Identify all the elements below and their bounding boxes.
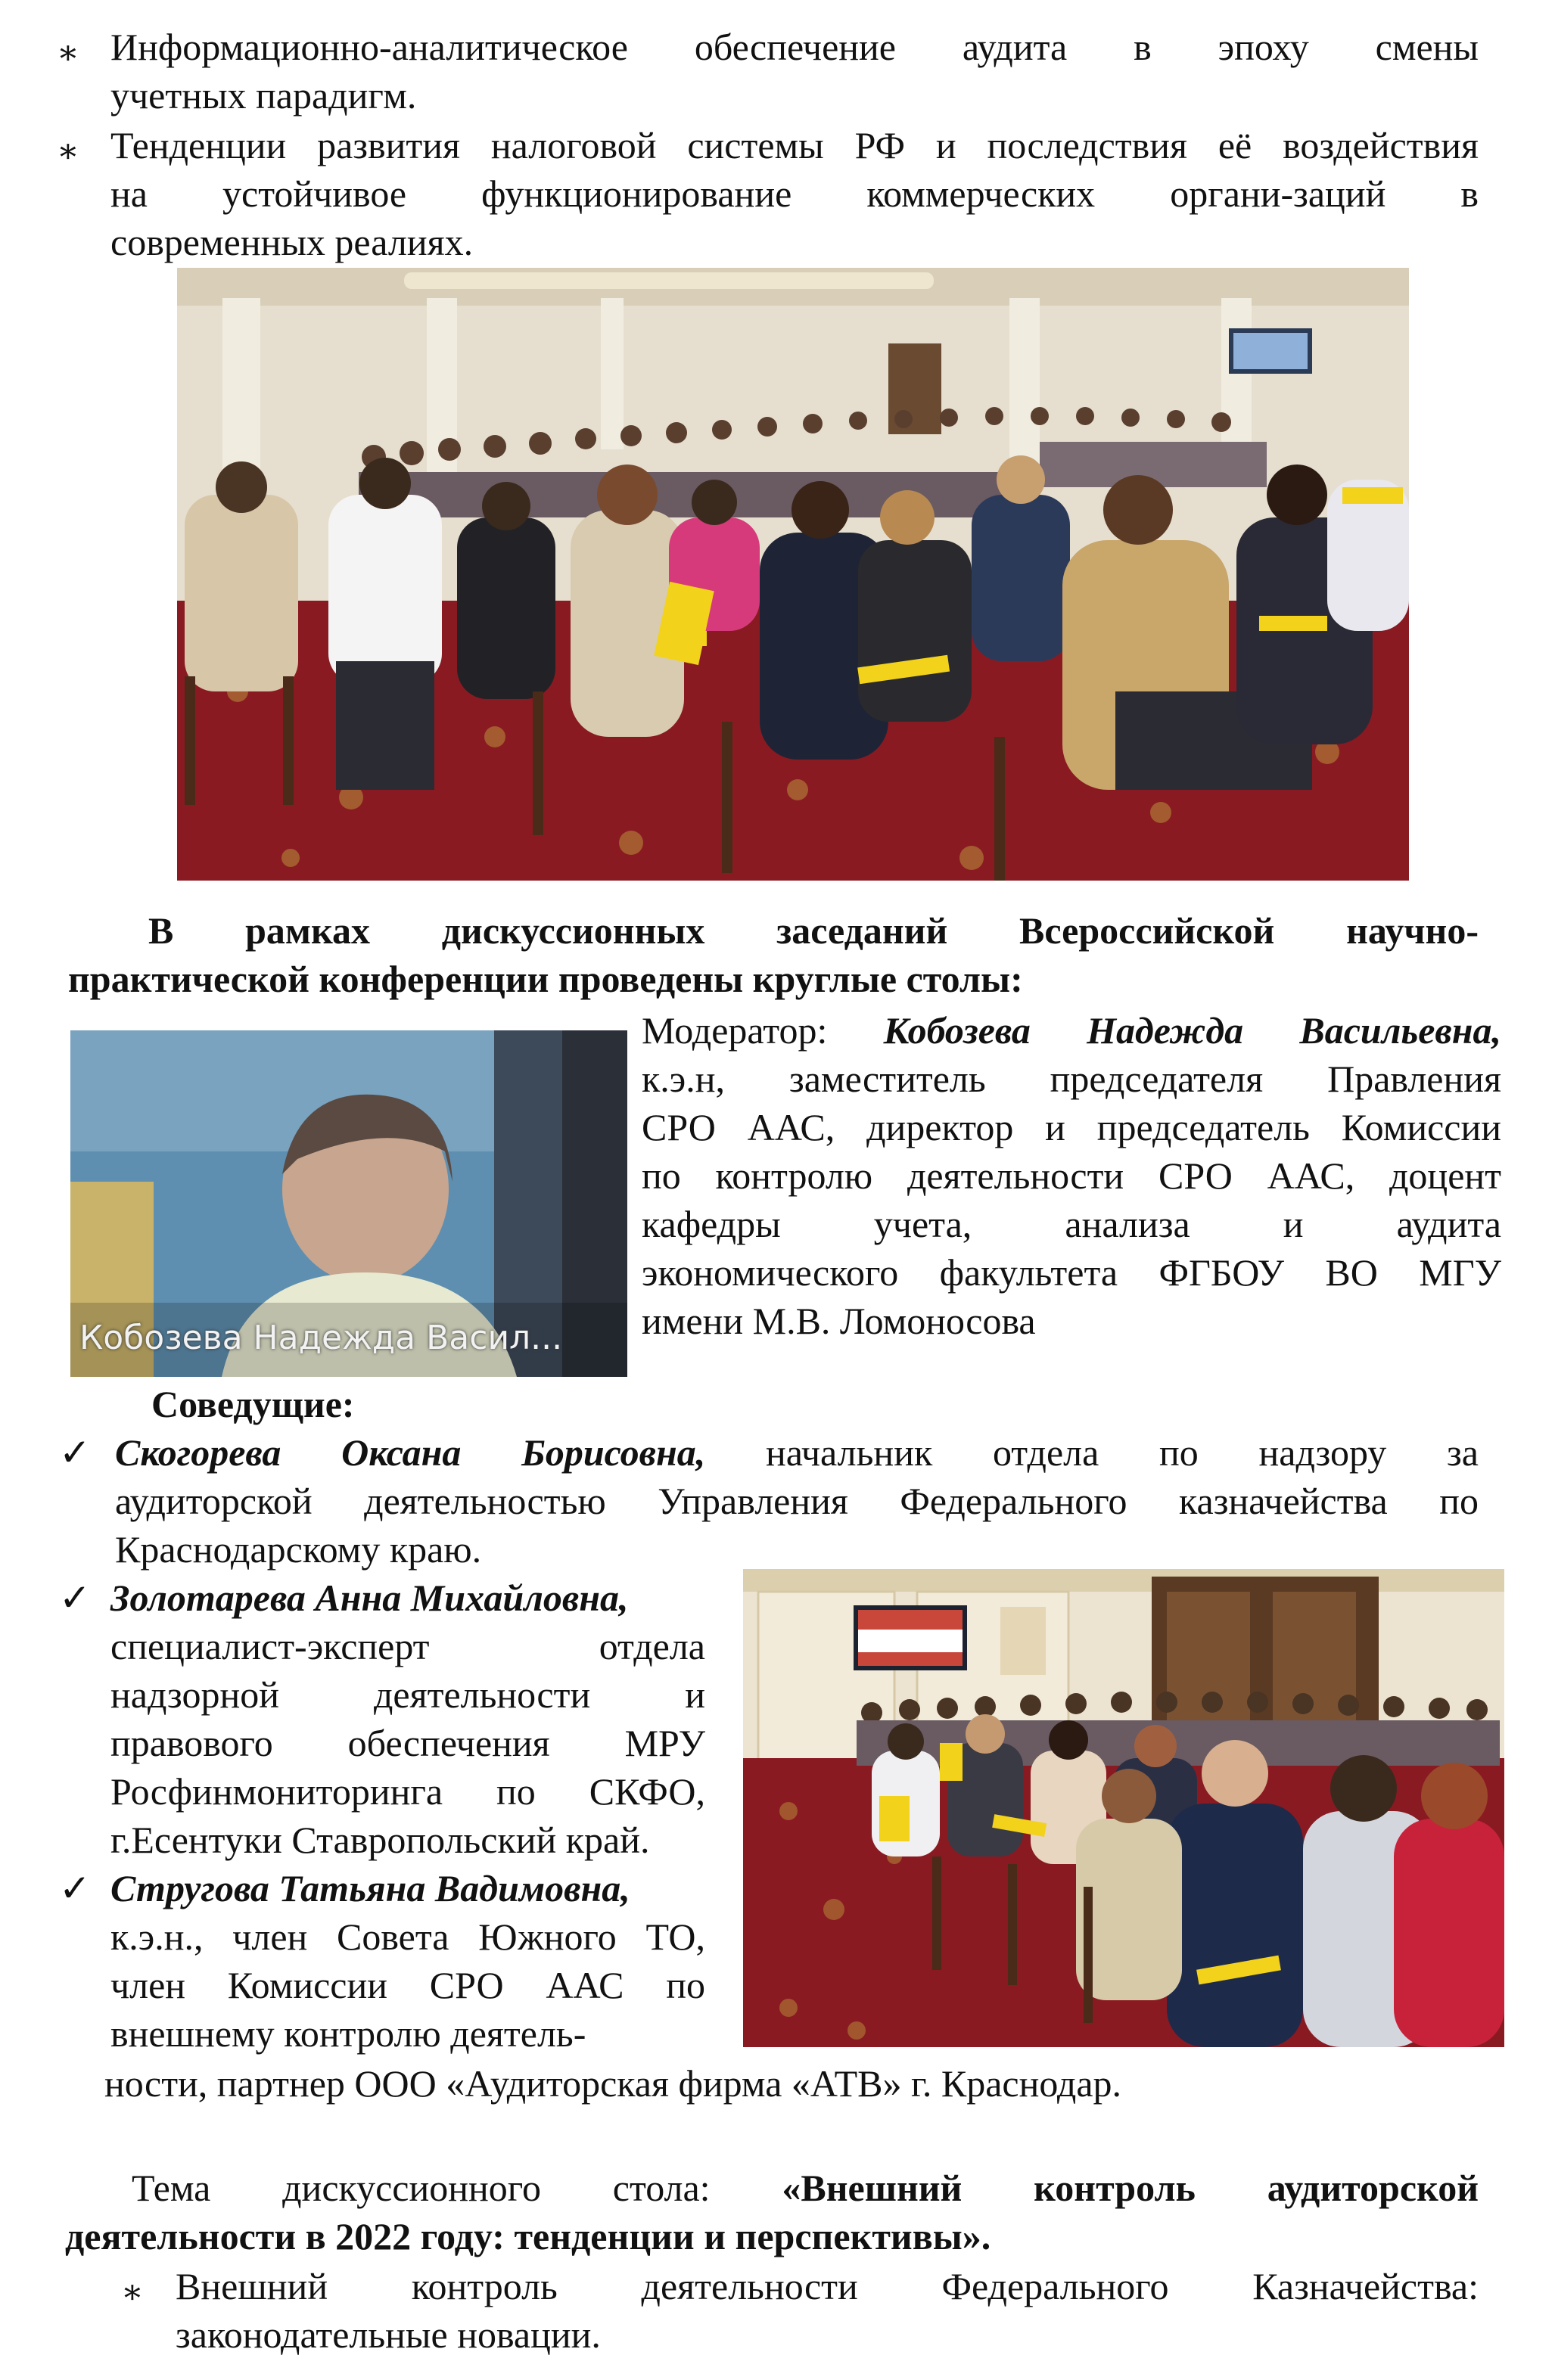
- bullet-text-line: законодательные новации.: [176, 2313, 601, 2356]
- bullet-text-line: на устойчивое функционирование коммерческих органи-заций в: [110, 172, 1479, 215]
- cohead-line: к.э.н., член Совета Южного ТО,: [110, 1915, 705, 1958]
- bullet-text-line: Внешний контроль деятельности Федерального Казначейства:: [176, 2265, 1479, 2307]
- moderator-line: кафедры учета, анализа и аудита: [642, 1203, 1501, 1245]
- cohead-line: Краснодарскому краю.: [115, 1528, 482, 1571]
- moderator-line: к.э.н, заместитель председателя Правления: [642, 1058, 1501, 1100]
- moderator-line: экономического факультета ФГБОУ ВО МГУ: [642, 1251, 1501, 1294]
- moderator-video-still: [70, 1030, 627, 1377]
- cohead-line: специалист-эксперт отдела: [110, 1625, 705, 1667]
- moderator-name: Кобозева Надежда Васильевна,: [883, 1009, 1501, 1052]
- cohead-name: Скогорева Оксана Борисовна,: [115, 1431, 706, 1474]
- cohead-line: член Комиссии СРО ААС по: [110, 1964, 705, 2006]
- bullet-asterisk-icon: ∗: [121, 2273, 144, 2310]
- cohead-line: внешнему контролю деятель-: [110, 2012, 586, 2055]
- bullet-asterisk-icon: ∗: [57, 34, 79, 71]
- bullet-text-line: Информационно-аналитическое обеспечение аудита в эпоху смены: [110, 26, 1479, 68]
- bullet-text-line: Тенденции развития налоговой системы РФ и последствия её воздействия: [110, 124, 1479, 166]
- coheads-title: Соведущие:: [151, 1383, 355, 1425]
- theme-line: [132, 2164, 1479, 2212]
- cohead-line: [115, 1428, 1479, 1477]
- cohead-line: аудиторской деятельностью Управления Федерального казначейства по: [115, 1480, 1479, 1522]
- cohead-line: г.Есентуки Ставропольский край.: [110, 1819, 650, 1861]
- moderator-line: [642, 1006, 1501, 1055]
- moderator-line: имени М.В. Ломоносова: [642, 1300, 1036, 1342]
- theme-label: Тема дискуссионного стола:: [132, 2167, 782, 2209]
- cohead-name: Стругова Татьяна Вадимовна,: [110, 1867, 630, 1909]
- theme-title: «Внешний контроль аудиторской: [782, 2167, 1479, 2209]
- section-heading-line: В рамках дискуссионных заседаний Всероссийской научно-: [148, 909, 1479, 952]
- checkmark-icon: ✓: [59, 1576, 91, 1620]
- checkmark-icon: ✓: [59, 1431, 91, 1474]
- section-heading-line: практической конференции проведены круглые столы:: [68, 958, 1023, 1000]
- bullet-text-line: современных реалиях.: [110, 221, 474, 263]
- moderator-line: СРО ААС, директор и председатель Комиссии: [642, 1106, 1501, 1148]
- moderator-label: Модератор:: [642, 1009, 884, 1052]
- cohead-line: ности, партнер ООО «Аудиторская фирма «АТВ» г. Краснодар.: [104, 2062, 1122, 2105]
- checkmark-icon: ✓: [59, 1866, 91, 1910]
- cohead-name: Золотарева Анна Михайловна,: [110, 1577, 629, 1619]
- conference-audience-photo: [177, 268, 1409, 881]
- cohead-line: надзорной деятельности и: [110, 1673, 705, 1716]
- cohead-line: Росфинмониторинга по СКФО,: [110, 1770, 705, 1813]
- video-caption: Кобозева Надежда Васил...: [79, 1319, 563, 1357]
- seminar-hall-photo: [743, 1569, 1504, 2047]
- cohead-position: начальник отдела по надзору за: [705, 1431, 1479, 1474]
- cohead-line: правового обеспечения МРУ: [110, 1722, 705, 1764]
- moderator-line: по контролю деятельности СРО ААС, доцент: [642, 1154, 1501, 1197]
- bullet-text-line: учетных парадигм.: [110, 74, 417, 117]
- theme-line: деятельности в 2022 году: тенденции и перспективы».: [65, 2215, 991, 2257]
- bullet-asterisk-icon: ∗: [57, 132, 79, 169]
